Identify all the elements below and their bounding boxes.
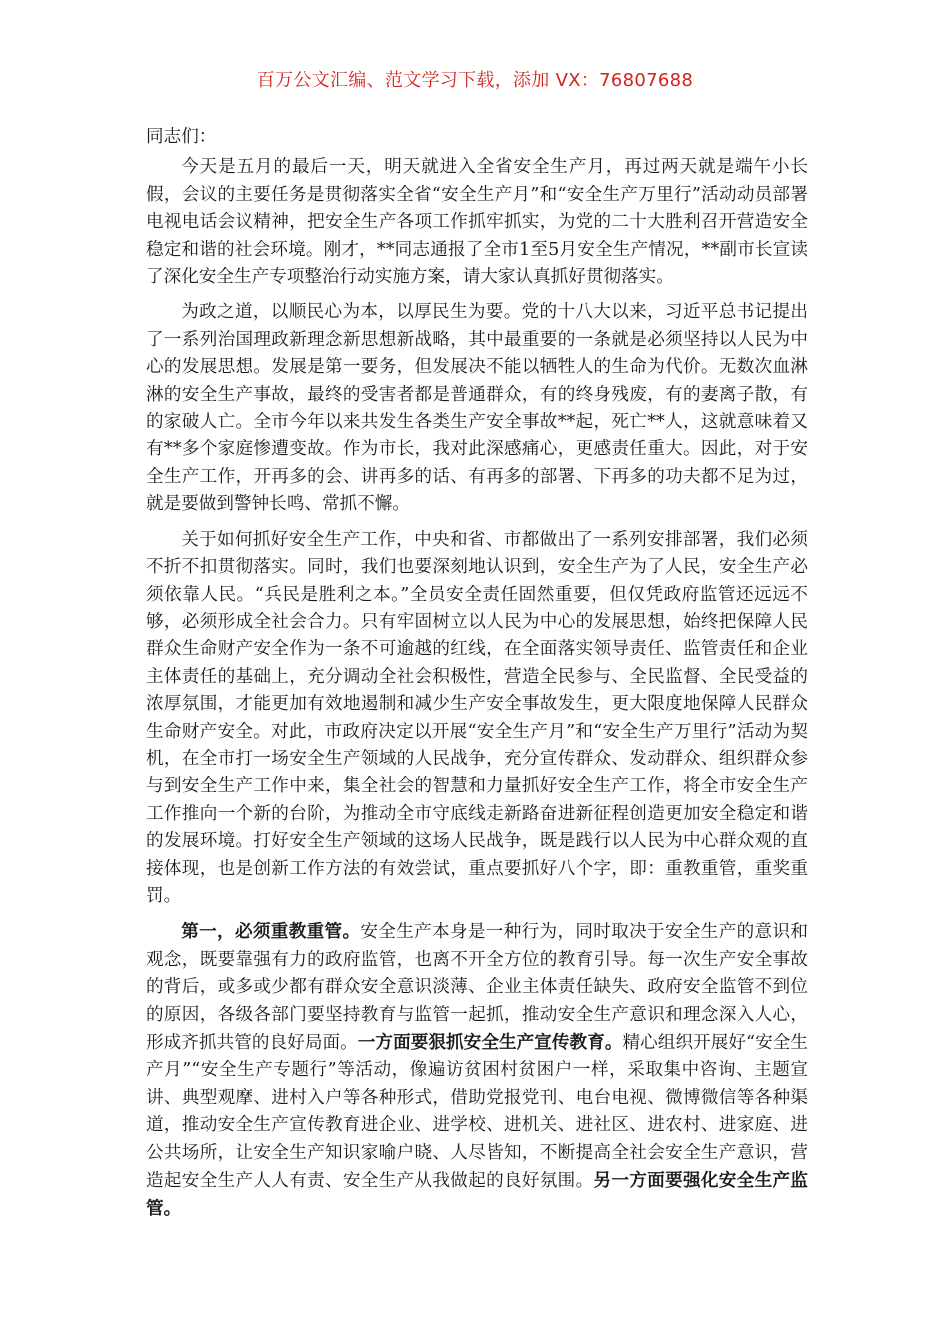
paragraph-governance: 为政之道，以顺民心为本，以厚民生为要。党的十八大以来，习近平总书记提出了一系列治国理政新理念新思想新战略，其中最重要的一条就是必须坚持以人民为中心的发展思想。发展是第一要务，但发展决不能以牺牲人的生命为代价。无数次血淋淋的安全生产事故，最终的受害者都是普通群众，有的终身残废，有的妻离子散，有的家破人亡。全市今年以来共发生各类生产安全事故**起，死亡**人，这就意味着又有**多个家庭惨遭变故。作为市长，我对此深感痛心，更感责任重大。因此，对于安全生产工作，开再多的会、讲再多的话、有再多的部署、下再多的功夫都不足为过，就是要做到警钟长鸣、常抓不懈。 [146, 302, 808, 515]
supervision-subheading: 另一方面要强化安全生产监管。 [146, 1170, 808, 1220]
document-body [146, 124, 808, 1232]
education-subheading: 一方面要狠抓安全生产宣传教育。 [357, 1032, 623, 1053]
paragraph-opening: 今天是五月的最后一天，明天就进入全省安全生产月，再过两天就是端午小长假，会议的主要任务是贯彻落实全省“安全生产月”和“安全生产万里行”活动动员部署电视电话会议精神，把安全生产各项工作抓牢抓实，为党的二十大胜利召开营造安全稳定和谐的社会环境。刚才，**同志通报了全市1至5月安全生产情况，**副市长宣读了深化安全生产专项整治行动实施方案，请大家认真抓好贯彻落实。 [146, 157, 808, 288]
salutation: 同志们： [146, 127, 217, 147]
paragraph-people-war: 关于如何抓好安全生产工作，中央和省、市都做出了一系列安排部署，我们必须不折不扣贯彻落实。同时，我们也要深刻地认识到，安全生产为了人民，安全生产必须依靠人民。“兵民是胜利之本。”全员安全责任固然重要，但仅凭政府监管还远远不够，必须形成全社会合力。只有牢固树立以人民为中心的发展思想，始终把保障人民群众生命财产安全作为一条不可逾越的红线，在全面落实领导责任、监管责任和企业主体责任的基础上，充分调动全社会积极性，营造全民参与、全民监督、全民受益的浓厚氛围，才能更加有效地遏制和减少生产安全事故发生，更大限度地保障人民群众生命财产安全。对此，市政府决定以开展“安全生产月”和“安全生产万里行”活动为契机，在全市打一场安全生产领域的人民战争，充分宣传群众、发动群众、组织群众参与到安全生产工作中来，集全社会的智慧和力量抓好安全生产工作，将全市安全生产工作推向一个新的台阶，为推动全市守底线走新路奋进新征程创造更加安全稳定和谐的发展环境。打好安全生产领域的这场人民战争，既是践行以人民为中心群众观的直接体现，也是创新工作方法的有效尝试，重点要抓好八个字，即：重教重管，重奖重罚。 [146, 529, 808, 906]
education-text: 精心组织开展好“安全生产月”“安全生产专题行”等活动，像遍访贫困村贫困户一样，采取集中咨询、主题宣讲、典型观摩、进村入户等各种形式，借助党报党刊、电台电视、微博微信等各种渠道，推动安全生产宣传教育进企业、进学校、进机关、进社区、进农村、进家庭、进公共场所，让安全生产知识家喻户晓、人尽皆知，不断提高全社会安全生产意识，营造起安全生产人人有责、安全生产从我做起的良好氛围。 [146, 1033, 808, 1192]
paragraph-first-point [146, 918, 808, 1223]
watermark-header: 百万公文汇编、范文学习下载，添加 VX：76807688 [256, 70, 694, 91]
first-point-heading: 第一，必须重教重管。 [181, 921, 361, 943]
first-point-text: 安全生产本身是一种行为，同时取决于安全生产的意识和观念，既要靠强有力的政府监管，也离不开全方位的教育引导。每一次生产安全事故的背后，或多或少都有群众安全意识淡薄、企业主体责任缺失、政府安全监管不到位的原因，各级各部门要坚持教育与监管一起抓，推动安全生产意识和理念深入人心，形成齐抓共管的良好局面。 [146, 922, 808, 1053]
